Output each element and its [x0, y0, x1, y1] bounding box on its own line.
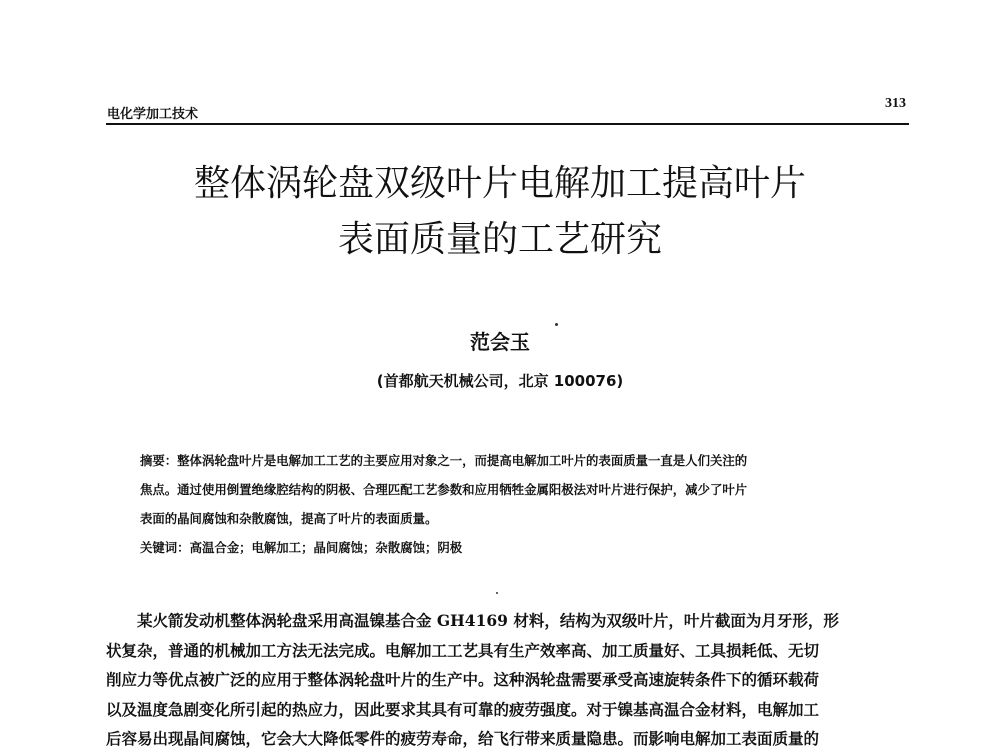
- header-rule: [106, 123, 909, 125]
- speck-mark: [555, 323, 558, 326]
- body-line-5: 后容易出现晶间腐蚀，它会大大降低零件的疲劳寿命，给飞行带来质量隐患。而影响电解加工表面质量的: [106, 729, 820, 748]
- keywords-text: 高温合金；电解加工；晶间腐蚀；杂散腐蚀；阴极: [189, 540, 463, 555]
- abstract-line-3: 表面的晶间腐蚀和杂散腐蚀，提高了叶片的表面质量。: [140, 511, 438, 526]
- speck-mark: [496, 592, 498, 594]
- title-line-1: 整体涡轮盘双级叶片电解加工提高叶片: [193, 163, 806, 204]
- abstract-text-1: 整体涡轮盘叶片是电解加工工艺的主要应用对象之一，而提高电解加工叶片的表面质量一直是人们关注的: [177, 453, 748, 468]
- title-line-2: 表面质量的工艺研究: [337, 219, 662, 260]
- affiliation: (首都航天机械公司，北京 100076): [376, 372, 624, 390]
- author: 范会玉: [470, 330, 530, 354]
- body-line-2: 状复杂，普通的机械加工方法无法完成。电解加工工艺具有生产效率高、加工质量好、工具损耗低、无切: [106, 640, 820, 660]
- body-line-1: 某火箭发动机整体涡轮盘采用高温镍基合金 GH4169 材料，结构为双级叶片，叶片截面为月牙形，形: [137, 611, 839, 630]
- body-text: [106, 606, 910, 754]
- page-number: 313: [885, 96, 906, 111]
- abstract-line-2: 焦点。通过使用倒置绝缘腔结构的阴极、合理匹配工艺参数和应用牺牲金属阳极法对叶片进行保护，减少了叶片: [140, 482, 748, 497]
- keywords: [140, 533, 880, 562]
- body-line-4: 以及温度急剧变化所引起的热应力，因此要求其具有可靠的疲劳强度。对于镍基高温合金材料，电解加工: [106, 699, 820, 719]
- abstract: [140, 446, 880, 562]
- keywords-label: 关键词：: [140, 540, 190, 555]
- body-line-3: 削应力等优点被广泛的应用于整体涡轮盘叶片的生产中。这种涡轮盘需要承受高速旋转条件下的循环载荷: [106, 670, 820, 689]
- abstract-line-1: [140, 446, 880, 475]
- journal-header: 电化学加工技术: [107, 107, 199, 122]
- abstract-label: 摘要：: [140, 453, 178, 468]
